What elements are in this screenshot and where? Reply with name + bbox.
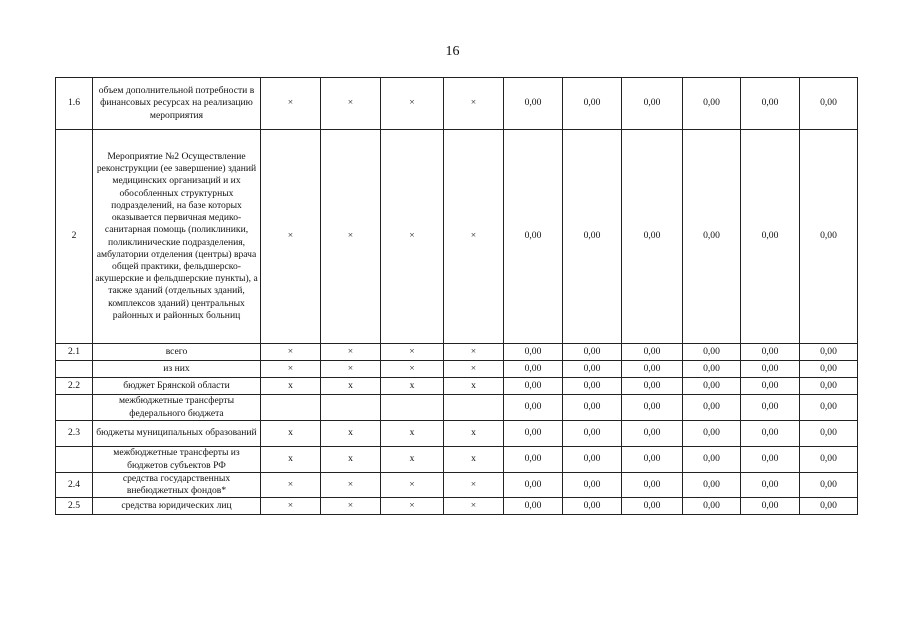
value-cell: 0,00 [741, 498, 800, 515]
mark-cell [321, 395, 381, 421]
value-cell: 0,00 [504, 344, 563, 361]
mark-cell: x [444, 378, 504, 395]
value-cell: 0,00 [504, 361, 563, 378]
value-cell: 0,00 [563, 473, 622, 498]
value-cell: 0,00 [622, 473, 683, 498]
mark-cell: × [381, 344, 444, 361]
value-cell: 0,00 [741, 130, 800, 344]
value-cell: 0,00 [563, 344, 622, 361]
table-row [56, 78, 858, 130]
table-row [56, 130, 858, 344]
row-name: объем дополнительной потребности в финансовых ресурсах на реализацию мероприятия [93, 78, 261, 130]
mark-cell: x [381, 421, 444, 447]
value-cell: 0,00 [622, 378, 683, 395]
row-name: средства государственных внебюджетных фондов* [93, 473, 261, 498]
value-cell: 0,00 [504, 421, 563, 447]
mark-cell: × [261, 130, 321, 344]
row-number: 2.5 [56, 498, 93, 515]
value-cell: 0,00 [800, 78, 858, 130]
row-name: межбюджетные трансферты федерального бюджета [93, 395, 261, 421]
value-cell: 0,00 [622, 447, 683, 473]
row-number: 2.2 [56, 378, 93, 395]
mark-cell: × [444, 498, 504, 515]
value-cell: 0,00 [800, 473, 858, 498]
mark-cell: × [381, 130, 444, 344]
mark-cell: × [261, 344, 321, 361]
table-row [56, 395, 858, 421]
value-cell: 0,00 [741, 344, 800, 361]
row-number: 2.3 [56, 421, 93, 447]
mark-cell: x [444, 447, 504, 473]
mark-cell: x [444, 421, 504, 447]
value-cell: 0,00 [800, 344, 858, 361]
mark-cell: × [444, 361, 504, 378]
table-row [56, 421, 858, 447]
mark-cell [444, 395, 504, 421]
mark-cell: x [261, 378, 321, 395]
row-number: 2 [56, 130, 93, 344]
value-cell: 0,00 [563, 78, 622, 130]
table-row [56, 473, 858, 498]
value-cell: 0,00 [563, 130, 622, 344]
value-cell: 0,00 [504, 378, 563, 395]
value-cell: 0,00 [800, 421, 858, 447]
value-cell: 0,00 [741, 361, 800, 378]
mark-cell: x [261, 447, 321, 473]
value-cell: 0,00 [504, 447, 563, 473]
mark-cell: × [261, 78, 321, 130]
mark-cell: × [321, 361, 381, 378]
value-cell: 0,00 [504, 78, 563, 130]
value-cell: 0,00 [622, 361, 683, 378]
mark-cell: × [321, 473, 381, 498]
mark-cell: x [261, 421, 321, 447]
value-cell: 0,00 [741, 378, 800, 395]
row-name: из них [93, 361, 261, 378]
mark-cell: × [381, 78, 444, 130]
row-number [56, 447, 93, 473]
value-cell: 0,00 [622, 78, 683, 130]
mark-cell: x [321, 447, 381, 473]
value-cell: 0,00 [683, 498, 741, 515]
mark-cell: × [321, 78, 381, 130]
mark-cell: x [321, 378, 381, 395]
value-cell: 0,00 [504, 130, 563, 344]
row-name: Мероприятие №2 Осуществление реконструкции (ее завершение) зданий медицинских организаций и их обособленных структурных подразделений, на базе которых оказывается первичная медико-санитарная помощь (поликлиники, поликлинические подразделения, амбулатории отделения (центры) врача общей практики, фельдшерско-акушерские и фельдшерские пункты), а также зданий (отдельных зданий, комплексов зданий) центральных районных и районных больниц [93, 130, 261, 344]
value-cell: 0,00 [504, 395, 563, 421]
mark-cell: × [444, 78, 504, 130]
value-cell: 0,00 [800, 498, 858, 515]
value-cell: 0,00 [683, 473, 741, 498]
table-row [56, 447, 858, 473]
row-name: средства юридических лиц [93, 498, 261, 515]
mark-cell: x [381, 378, 444, 395]
mark-cell: × [261, 473, 321, 498]
value-cell: 0,00 [622, 130, 683, 344]
value-cell: 0,00 [800, 130, 858, 344]
value-cell: 0,00 [683, 447, 741, 473]
value-cell: 0,00 [683, 361, 741, 378]
value-cell: 0,00 [741, 473, 800, 498]
row-number: 2.1 [56, 344, 93, 361]
row-name: межбюджетные трансферты из бюджетов субъектов РФ [93, 447, 261, 473]
value-cell: 0,00 [563, 378, 622, 395]
mark-cell: × [261, 498, 321, 515]
value-cell: 0,00 [622, 421, 683, 447]
row-name: бюджеты муниципальных образований [93, 421, 261, 447]
value-cell: 0,00 [800, 361, 858, 378]
mark-cell: × [321, 130, 381, 344]
value-cell: 0,00 [563, 447, 622, 473]
value-cell: 0,00 [741, 447, 800, 473]
table-row [56, 498, 858, 515]
mark-cell: × [381, 361, 444, 378]
value-cell: 0,00 [563, 395, 622, 421]
value-cell: 0,00 [683, 344, 741, 361]
mark-cell: × [381, 498, 444, 515]
value-cell: 0,00 [504, 473, 563, 498]
mark-cell: x [381, 447, 444, 473]
value-cell: 0,00 [504, 498, 563, 515]
mark-cell [381, 395, 444, 421]
value-cell: 0,00 [683, 421, 741, 447]
value-cell: 0,00 [800, 447, 858, 473]
value-cell: 0,00 [741, 395, 800, 421]
value-cell: 0,00 [622, 498, 683, 515]
value-cell: 0,00 [683, 78, 741, 130]
row-name: всего [93, 344, 261, 361]
table-row [56, 361, 858, 378]
value-cell: 0,00 [563, 498, 622, 515]
mark-cell: × [381, 473, 444, 498]
value-cell: 0,00 [563, 361, 622, 378]
mark-cell: × [261, 361, 321, 378]
row-name: бюджет Брянской области [93, 378, 261, 395]
value-cell: 0,00 [683, 130, 741, 344]
value-cell: 0,00 [800, 378, 858, 395]
row-number: 2.4 [56, 473, 93, 498]
mark-cell: × [321, 344, 381, 361]
value-cell: 0,00 [622, 395, 683, 421]
row-number [56, 361, 93, 378]
mark-cell [261, 395, 321, 421]
value-cell: 0,00 [800, 395, 858, 421]
value-cell: 0,00 [563, 421, 622, 447]
mark-cell: × [321, 498, 381, 515]
row-number: 1.6 [56, 78, 93, 130]
value-cell: 0,00 [683, 378, 741, 395]
budget-table [55, 77, 858, 515]
value-cell: 0,00 [741, 78, 800, 130]
mark-cell: × [444, 473, 504, 498]
value-cell: 0,00 [622, 344, 683, 361]
table-row [56, 344, 858, 361]
mark-cell: x [321, 421, 381, 447]
row-number [56, 395, 93, 421]
page-number: 16 [445, 44, 460, 59]
value-cell: 0,00 [741, 421, 800, 447]
table-row [56, 378, 858, 395]
mark-cell: × [444, 344, 504, 361]
value-cell: 0,00 [683, 395, 741, 421]
mark-cell: × [444, 130, 504, 344]
